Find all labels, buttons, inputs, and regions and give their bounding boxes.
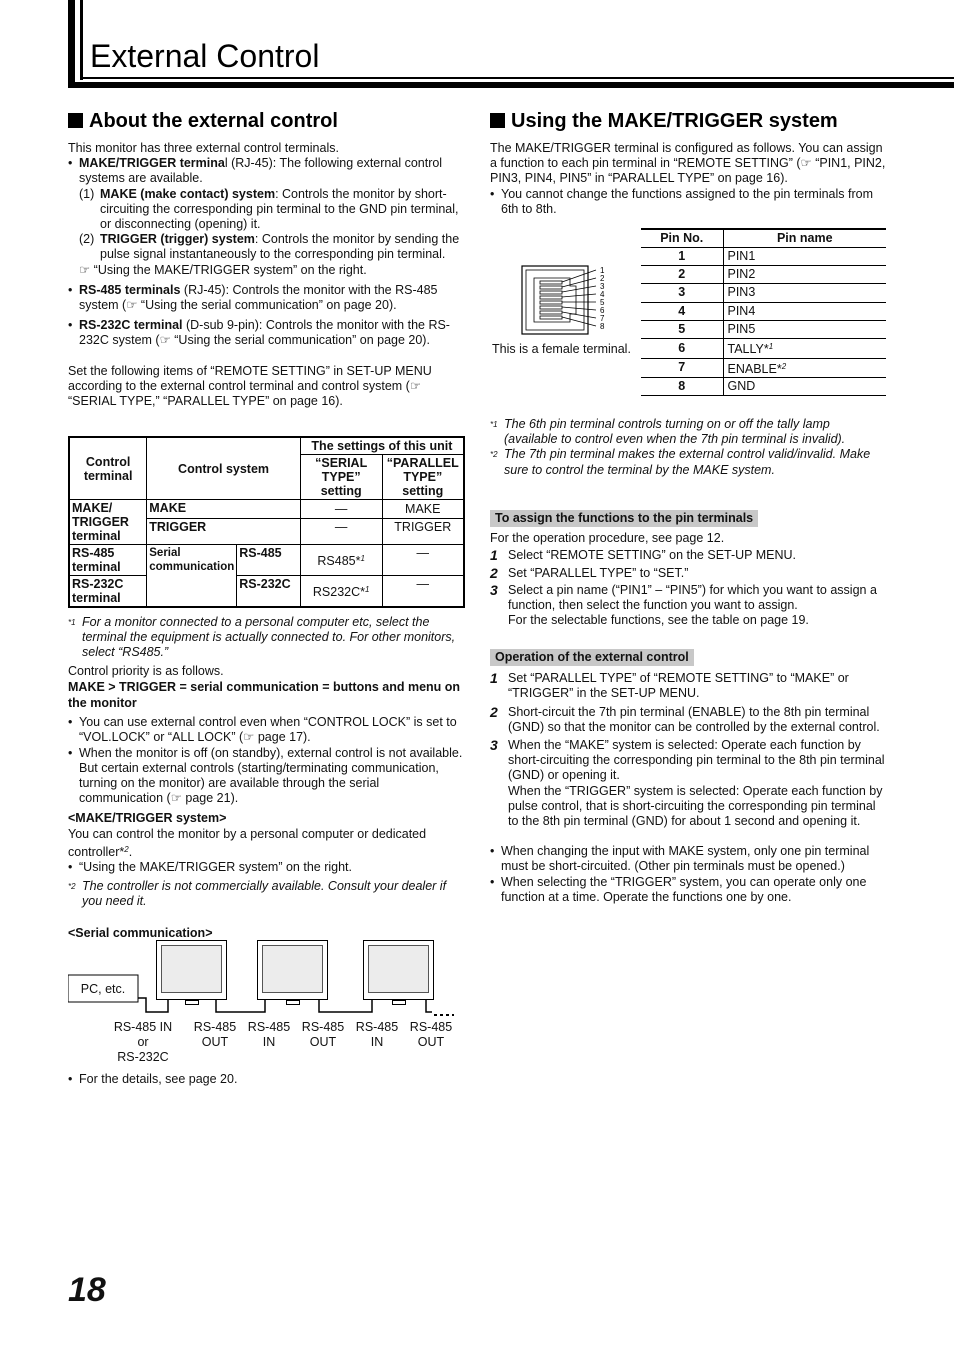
label-line: IN (370, 1035, 384, 1049)
cell: RS-232C terminal (69, 576, 147, 608)
pin-name (723, 302, 886, 320)
table-row (641, 302, 886, 320)
section-heading-make-trigger (490, 109, 838, 133)
connector-label (298, 1020, 348, 1050)
bullet-text: l (RJ-45): The following external control systems are available. (79, 156, 443, 186)
rj45-connector-icon (520, 264, 610, 336)
bold-term: RS-232C terminal (79, 318, 183, 333)
pin-number: 8 (641, 377, 723, 395)
label-line: OUT (309, 1035, 337, 1049)
cell: MAKE/ TRIGGER terminal (69, 500, 147, 545)
step-item (490, 738, 886, 829)
label-line: RS-485 (193, 1020, 237, 1034)
header-cell: “PARALLEL TYPE” setting (382, 455, 464, 500)
cell (300, 576, 382, 608)
intro-text: This monitor has three external control terminals. (68, 141, 339, 155)
sub-item-make (68, 187, 465, 233)
page-title: External Control (90, 38, 320, 74)
header-bar-thin (80, 0, 83, 80)
step-number: 2 (490, 564, 498, 581)
square-bullet-icon (490, 113, 505, 128)
connector-label (244, 1020, 294, 1050)
label-line: RS-485 (301, 1020, 345, 1034)
intro-text: The MAKE/TRIGGER terminal is configured as follows. You can assign a function to each pin terminal in “REMOTE SETTING” (☞ “PIN1, PIN2, PIN3, PIN4, PIN5” in “PARALLEL TYPE” on page 16). (490, 141, 886, 186)
pin-name-text: GND (727, 378, 756, 393)
list-item: • When changing the input with MAKE system, only one pin terminal must be short-circuited. (Other pin terminals must be opened.) (490, 844, 886, 874)
step-item (490, 671, 886, 701)
pin-digit: 6 (600, 306, 605, 315)
pc-label: PC, etc. (80, 982, 126, 996)
subsection-heading-operation: Operation of the external control (490, 649, 694, 666)
cell (300, 545, 382, 576)
operation-section (490, 649, 886, 905)
table-row (69, 437, 464, 455)
cell: — (300, 500, 382, 519)
pin-number: 2 (641, 265, 723, 283)
label-line: RS-485 (355, 1020, 399, 1034)
text: . (128, 844, 133, 859)
pin-name-text: PIN1 (727, 248, 756, 263)
make-trigger-text (68, 827, 465, 860)
footnote-mark: 1 (360, 554, 365, 563)
step-text: Set “PARALLEL TYPE” of “REMOTE SETTING” to “MAKE” or “TRIGGER” in the SET-UP MENU. (508, 671, 849, 701)
label-line: OUT (201, 1035, 229, 1049)
step-text-extra: When the “TRIGGER” system is selected: Operate each function by pulse control, that is short-circuiting the corresponding pin terminal to the 8th pin terminal (GND) for about 1 second and opening it. (508, 783, 883, 829)
label-line: RS-485 (409, 1020, 453, 1034)
footnote-1 (68, 615, 465, 661)
footnote-mark: *2 (490, 450, 498, 460)
cell: — (382, 576, 464, 608)
footnote-2 (490, 447, 886, 477)
pin-number: 4 (641, 302, 723, 320)
table-row (641, 265, 886, 283)
pin-name (723, 321, 886, 339)
footnote-mark: *1 (68, 618, 76, 627)
bold-term: RS-485 terminals (79, 282, 181, 297)
pin-digit: 4 (600, 290, 605, 299)
cell: TRIGGER (147, 519, 301, 545)
list-item: • “Using the MAKE/TRIGGER system” on the right. (68, 860, 465, 875)
pin-digit: 2 (600, 274, 605, 283)
table-row (641, 377, 886, 395)
set-paragraph: Set the following items of “REMOTE SETTING” in SET-UP MENU according to the external control terminal and control system (☞ “SERIAL TYPE,” “PARALLEL TYPE” on page 16). (68, 363, 432, 409)
bullet-rs485 (68, 283, 465, 313)
step-number: 1 (490, 547, 498, 564)
monitor-icon (156, 940, 227, 1000)
label-line: RS-232C (117, 1050, 169, 1064)
monitor-icon (363, 940, 434, 1000)
assign-section (490, 510, 886, 628)
pin-name-text: TALLY* (727, 342, 769, 357)
connector-label (108, 1020, 178, 1065)
page-number: 18 (68, 1271, 106, 1309)
table-row (641, 247, 886, 265)
pin-name (723, 247, 886, 265)
priority-block (68, 664, 465, 941)
pin-digit: 3 (600, 282, 605, 291)
step-text: Select “REMOTE SETTING” on the SET-UP MENU. (508, 548, 797, 563)
connector-label (190, 1020, 240, 1050)
footnote-mark: 1 (365, 585, 370, 594)
bullet-make-trigger (68, 156, 465, 186)
cell: MAKE (382, 500, 464, 519)
table-row (641, 358, 886, 377)
pin-name-text: PIN4 (727, 303, 756, 318)
ref-make-trigger: ☞ “Using the MAKE/TRIGGER system” on the right. (79, 262, 367, 277)
text: You can control the monitor by a personal computer or dedicated controller* (68, 826, 427, 859)
pin-table (641, 228, 886, 396)
header-rule-thin (80, 77, 954, 79)
cell-text: RS485* (317, 554, 361, 568)
list-item: • When selecting the “TRIGGER” system, you can operate only one function at a time. Operate the functions one by one. (490, 875, 886, 905)
subheading-make-trigger: <MAKE/TRIGGER system> (68, 811, 227, 826)
connector-label (406, 1020, 456, 1050)
cell: Serial communication (147, 545, 237, 608)
section-heading-about (68, 109, 338, 133)
pin-name-text: PIN3 (727, 285, 756, 300)
step-number: 3 (490, 581, 498, 598)
footnote-mark: *2 (68, 882, 76, 892)
footnote-mark: 2 (781, 361, 787, 371)
about-body (68, 141, 465, 409)
cell: RS-232C (237, 576, 301, 608)
pin-name-text: PIN5 (727, 322, 756, 337)
header-bar (68, 0, 75, 88)
cell-text: RS232C* (312, 585, 366, 599)
footnote-text: For a monitor connected to a personal computer etc, select the terminal the equipment is actually connected to. For other monitors, select “RS485.” (82, 615, 456, 660)
step-item (490, 583, 886, 629)
pin-digit: 1 (600, 266, 605, 275)
right-footnotes (490, 417, 886, 478)
cell: — (300, 519, 382, 545)
label-line: OUT (417, 1035, 445, 1049)
pin-name-text: ENABLE* (727, 361, 782, 376)
cell: RS-485 (237, 545, 301, 576)
list-item: • When the monitor is off (on standby), external control is not available. But certain external controls (starting/terminating communication, turning on the monitor) are available through the serial communication (☞ page 21). (68, 746, 465, 807)
sub-num: (2) (79, 232, 95, 247)
footnote-mark: *1 (490, 420, 498, 429)
assign-intro: For the operation procedure, see page 12. (490, 531, 725, 546)
pin-name (723, 284, 886, 302)
bold-term: TRIGGER (trigger) system (100, 232, 255, 247)
bullet-rs232c (68, 318, 465, 348)
step-text: Short-circuit the 7th pin terminal (ENABLE) to the 8th pin terminal (GND) so that the monitor can be controlled by the external control. (508, 704, 880, 734)
label-line: IN (262, 1035, 276, 1049)
header-cell: The settings of this unit (300, 437, 464, 455)
heading-text: Using the MAKE/TRIGGER system (511, 110, 838, 132)
header-rule (68, 82, 954, 88)
connector-label (352, 1020, 402, 1050)
header-cell: Control system (147, 437, 301, 500)
table-row (641, 339, 886, 358)
pin-number: 5 (641, 321, 723, 339)
pin-digit: 8 (600, 322, 605, 331)
pin-name (723, 265, 886, 283)
pin-name (723, 377, 886, 395)
cell: — (382, 545, 464, 576)
sub-text: : Controls the monitor by short-circuiting the corresponding pin terminal to the GND pin terminal, or disconnecting (opening) it. (100, 186, 459, 232)
footnote-mark: 1 (768, 342, 774, 352)
pin-name (723, 358, 886, 377)
pin-number: 6 (641, 339, 723, 358)
monitor-icon (257, 940, 328, 1000)
step-text: Set “PARALLEL TYPE” to “SET.” (508, 565, 689, 580)
header-cell: Control terminal (69, 437, 147, 500)
details-note: • For the details, see page 20. (68, 1072, 465, 1087)
label-line: RS-485 IN (113, 1020, 173, 1034)
step-text: Select a pin name (“PIN1” – “PIN5”) for which you want to assign a function, then select the function you want to assign. (508, 582, 877, 613)
pin-number: 7 (641, 358, 723, 377)
column-header: Pin name (723, 229, 886, 247)
bold-term: MAKE (make contact) system (100, 186, 276, 201)
footnote-1 (490, 417, 886, 447)
footnote-text: The 6th pin terminal controls turning on or off the tally lamp (available to control even when the 7th pin terminal is invalid). (504, 417, 846, 447)
priority-intro: Control priority is as follows. (68, 664, 224, 678)
cell: MAKE (147, 500, 301, 519)
footnote-mark: 2 (124, 844, 129, 854)
table-row (69, 576, 464, 608)
step-item (490, 705, 886, 735)
cell: RS-485 terminal (69, 545, 147, 576)
table-row (641, 321, 886, 339)
pin-digit: 5 (600, 298, 605, 307)
bold-term: MAKE/TRIGGER termina (79, 156, 225, 171)
sub-item-trigger (68, 232, 465, 262)
pin-name-text: PIN2 (727, 266, 756, 281)
step-text: When the “MAKE” system is selected: Operate each function by short-circuiting the corresponding pin terminal to the 8th pin terminal (GND) or opening it. (508, 738, 885, 783)
subsection-heading-assign: To assign the functions to the pin terminals (490, 510, 758, 527)
pin-digit: 7 (600, 314, 605, 323)
step-number: 2 (490, 703, 498, 720)
column-header: Pin No. (641, 229, 723, 247)
subheading-serial: <Serial communication> (68, 925, 213, 940)
list-item: • You cannot change the functions assigned to the pin terminals from 6th to 8th. (490, 187, 886, 217)
sub-text: : Controls the monitor by sending the pulse signal instantaneously to the corresponding pin terminal. (100, 232, 460, 262)
pin-number: 3 (641, 284, 723, 302)
pin-number: 1 (641, 247, 723, 265)
step-number: 1 (490, 670, 498, 687)
bullet-text: (RJ-45): Controls the monitor with the RS-485 system (☞ “Using the serial communication” on page 20). (79, 282, 438, 313)
footnote-text: The 7th pin terminal makes the external control valid/invalid. Make sure to control the terminal by the MAKE system. (504, 447, 871, 477)
pin-table-body (641, 247, 886, 396)
table-row (69, 500, 464, 519)
square-bullet-icon (68, 113, 83, 128)
list-item: • You can use external control even when “CONTROL LOCK” is set to “VOL.LOCK” or “ALL LOCK” (☞ page 17). (68, 715, 465, 745)
footnote-2 (68, 879, 465, 909)
heading-text: About the external control (89, 110, 338, 132)
table-row (69, 545, 464, 576)
step-item (490, 548, 886, 563)
sub-num: (1) (79, 186, 95, 201)
pin-name (723, 339, 886, 358)
table-row (641, 284, 886, 302)
cell: TRIGGER (382, 519, 464, 545)
female-terminal-caption: This is a female terminal. (492, 342, 631, 356)
label-line: RS-485 (247, 1020, 291, 1034)
step-item (490, 566, 886, 581)
table-row (641, 229, 886, 247)
priority-text: MAKE > TRIGGER = serial communication = buttons and menu on the monitor (68, 680, 461, 711)
settings-table (68, 436, 465, 608)
header-cell: “SERIAL TYPE” setting (300, 455, 382, 500)
make-trigger-intro (490, 141, 886, 217)
step-number: 3 (490, 737, 498, 754)
bullet-text: (D-sub 9-pin): Controls the monitor with the RS-232C system (☞ “Using the serial communication” on page 20). (79, 318, 450, 348)
footnote-text: The controller is not commercially available. Consult your dealer if you need it. (82, 879, 447, 909)
step-text-extra: For the selectable functions, see the table on page 19. (508, 613, 809, 628)
label-line: or (137, 1035, 149, 1049)
